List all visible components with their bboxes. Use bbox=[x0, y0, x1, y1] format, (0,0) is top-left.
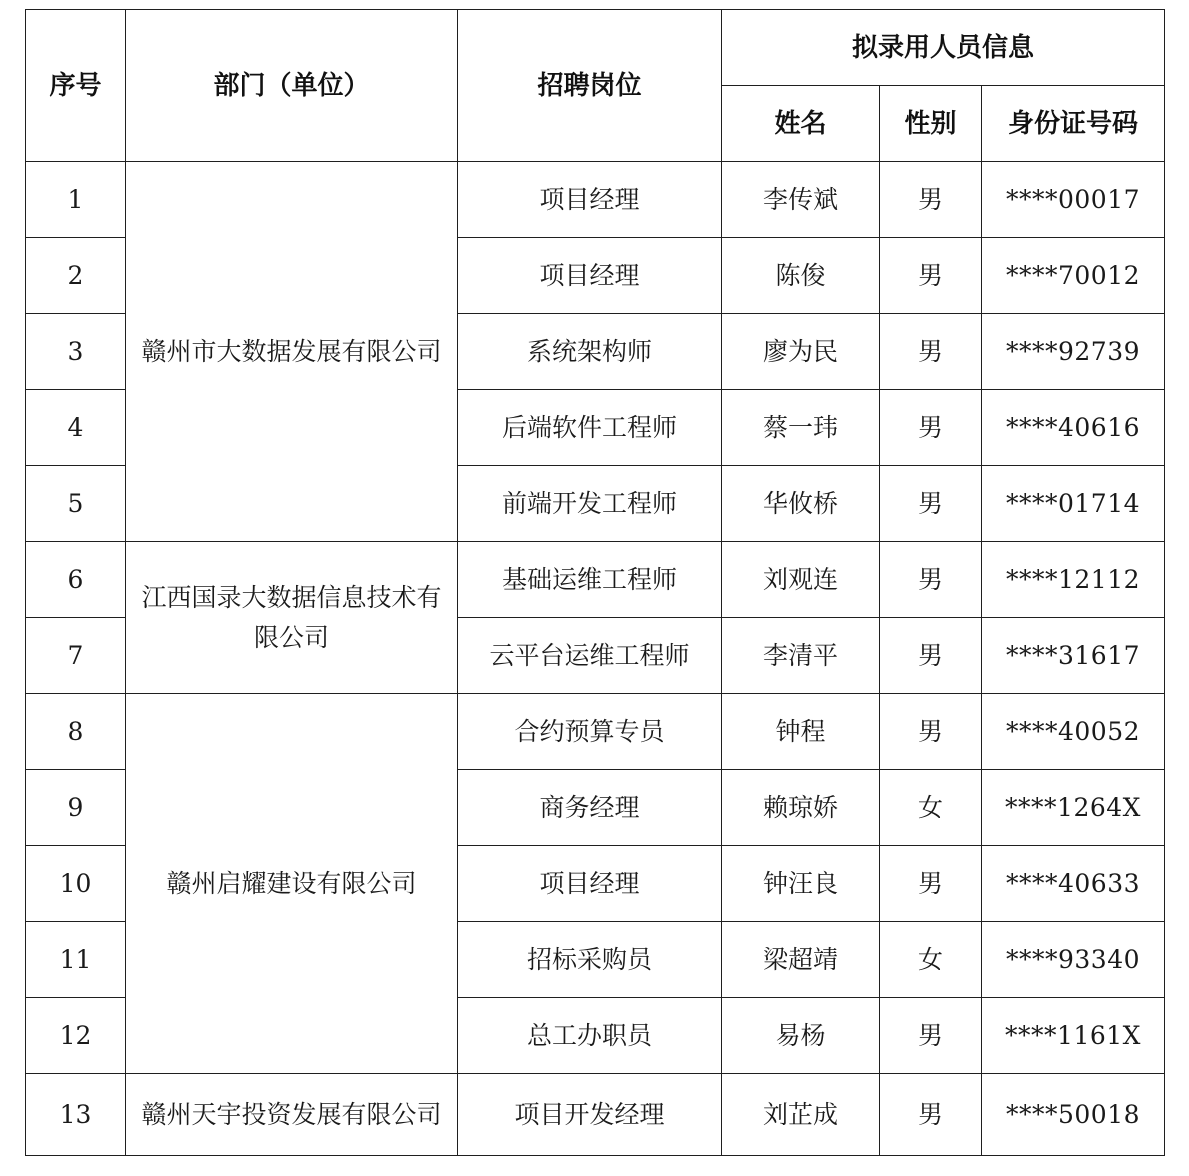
cell-gender: 男 bbox=[880, 846, 982, 922]
cell-gender: 男 bbox=[880, 238, 982, 314]
cell-name: 钟汪良 bbox=[722, 846, 880, 922]
cell-id-number: ****12112 bbox=[982, 542, 1165, 618]
cell-gender: 男 bbox=[880, 162, 982, 238]
header-name: 姓名 bbox=[722, 86, 880, 162]
cell-seq: 10 bbox=[26, 846, 126, 922]
cell-name: 刘芷成 bbox=[722, 1074, 880, 1156]
cell-gender: 男 bbox=[880, 390, 982, 466]
cell-id-number: ****40633 bbox=[982, 846, 1165, 922]
cell-seq: 11 bbox=[26, 922, 126, 998]
cell-position: 项目经理 bbox=[458, 162, 722, 238]
cell-gender: 男 bbox=[880, 998, 982, 1074]
header-gender: 性别 bbox=[880, 86, 982, 162]
cell-name: 梁超靖 bbox=[722, 922, 880, 998]
cell-seq: 9 bbox=[26, 770, 126, 846]
cell-seq: 3 bbox=[26, 314, 126, 390]
cell-name: 刘观连 bbox=[722, 542, 880, 618]
cell-name: 李传斌 bbox=[722, 162, 880, 238]
cell-name: 蔡一玮 bbox=[722, 390, 880, 466]
cell-name: 钟程 bbox=[722, 694, 880, 770]
cell-gender: 女 bbox=[880, 770, 982, 846]
cell-id-number: ****1161X bbox=[982, 998, 1165, 1074]
cell-position: 项目经理 bbox=[458, 238, 722, 314]
cell-id-number: ****70012 bbox=[982, 238, 1165, 314]
table-row bbox=[26, 694, 1165, 770]
cell-seq: 7 bbox=[26, 618, 126, 694]
cell-seq: 4 bbox=[26, 390, 126, 466]
cell-position: 系统架构师 bbox=[458, 314, 722, 390]
cell-position: 商务经理 bbox=[458, 770, 722, 846]
cell-id-number: ****01714 bbox=[982, 466, 1165, 542]
cell-id-number: ****93340 bbox=[982, 922, 1165, 998]
cell-name: 华攸桥 bbox=[722, 466, 880, 542]
cell-department: 赣州启耀建设有限公司 bbox=[126, 694, 458, 1074]
cell-department: 赣州天宇投资发展有限公司 bbox=[126, 1074, 458, 1156]
cell-id-number: ****31617 bbox=[982, 618, 1165, 694]
cell-position: 项目开发经理 bbox=[458, 1074, 722, 1156]
header-candidate-info: 拟录用人员信息 bbox=[722, 10, 1165, 86]
cell-position: 后端软件工程师 bbox=[458, 390, 722, 466]
cell-gender: 男 bbox=[880, 1074, 982, 1156]
cell-gender: 男 bbox=[880, 466, 982, 542]
table-row bbox=[26, 1074, 1165, 1156]
cell-name: 陈俊 bbox=[722, 238, 880, 314]
cell-seq: 13 bbox=[26, 1074, 126, 1156]
cell-name: 李清平 bbox=[722, 618, 880, 694]
cell-seq: 6 bbox=[26, 542, 126, 618]
header-seq: 序号 bbox=[26, 10, 126, 162]
cell-position: 项目经理 bbox=[458, 846, 722, 922]
cell-id-number: ****40616 bbox=[982, 390, 1165, 466]
cell-id-number: ****92739 bbox=[982, 314, 1165, 390]
cell-position: 合约预算专员 bbox=[458, 694, 722, 770]
cell-gender: 女 bbox=[880, 922, 982, 998]
cell-seq: 1 bbox=[26, 162, 126, 238]
cell-department: 江西国录大数据信息技术有限公司 bbox=[126, 542, 458, 694]
table-row bbox=[26, 542, 1165, 618]
cell-id-number: ****50018 bbox=[982, 1074, 1165, 1156]
cell-seq: 12 bbox=[26, 998, 126, 1074]
cell-id-number: ****00017 bbox=[982, 162, 1165, 238]
cell-gender: 男 bbox=[880, 618, 982, 694]
header-row-1 bbox=[26, 10, 1165, 86]
cell-name: 易杨 bbox=[722, 998, 880, 1074]
cell-gender: 男 bbox=[880, 694, 982, 770]
cell-gender: 男 bbox=[880, 314, 982, 390]
cell-department: 赣州市大数据发展有限公司 bbox=[126, 162, 458, 542]
hiring-roster-table bbox=[25, 9, 1165, 1156]
cell-id-number: ****40052 bbox=[982, 694, 1165, 770]
cell-seq: 8 bbox=[26, 694, 126, 770]
cell-seq: 2 bbox=[26, 238, 126, 314]
cell-position: 基础运维工程师 bbox=[458, 542, 722, 618]
cell-position: 招标采购员 bbox=[458, 922, 722, 998]
cell-name: 廖为民 bbox=[722, 314, 880, 390]
header-position: 招聘岗位 bbox=[458, 10, 722, 162]
header-department: 部门（单位） bbox=[126, 10, 458, 162]
cell-position: 云平台运维工程师 bbox=[458, 618, 722, 694]
header-id-number: 身份证号码 bbox=[982, 86, 1165, 162]
table-row bbox=[26, 162, 1165, 238]
cell-name: 赖琼娇 bbox=[722, 770, 880, 846]
cell-gender: 男 bbox=[880, 542, 982, 618]
cell-seq: 5 bbox=[26, 466, 126, 542]
cell-position: 前端开发工程师 bbox=[458, 466, 722, 542]
cell-position: 总工办职员 bbox=[458, 998, 722, 1074]
cell-id-number: ****1264X bbox=[982, 770, 1165, 846]
